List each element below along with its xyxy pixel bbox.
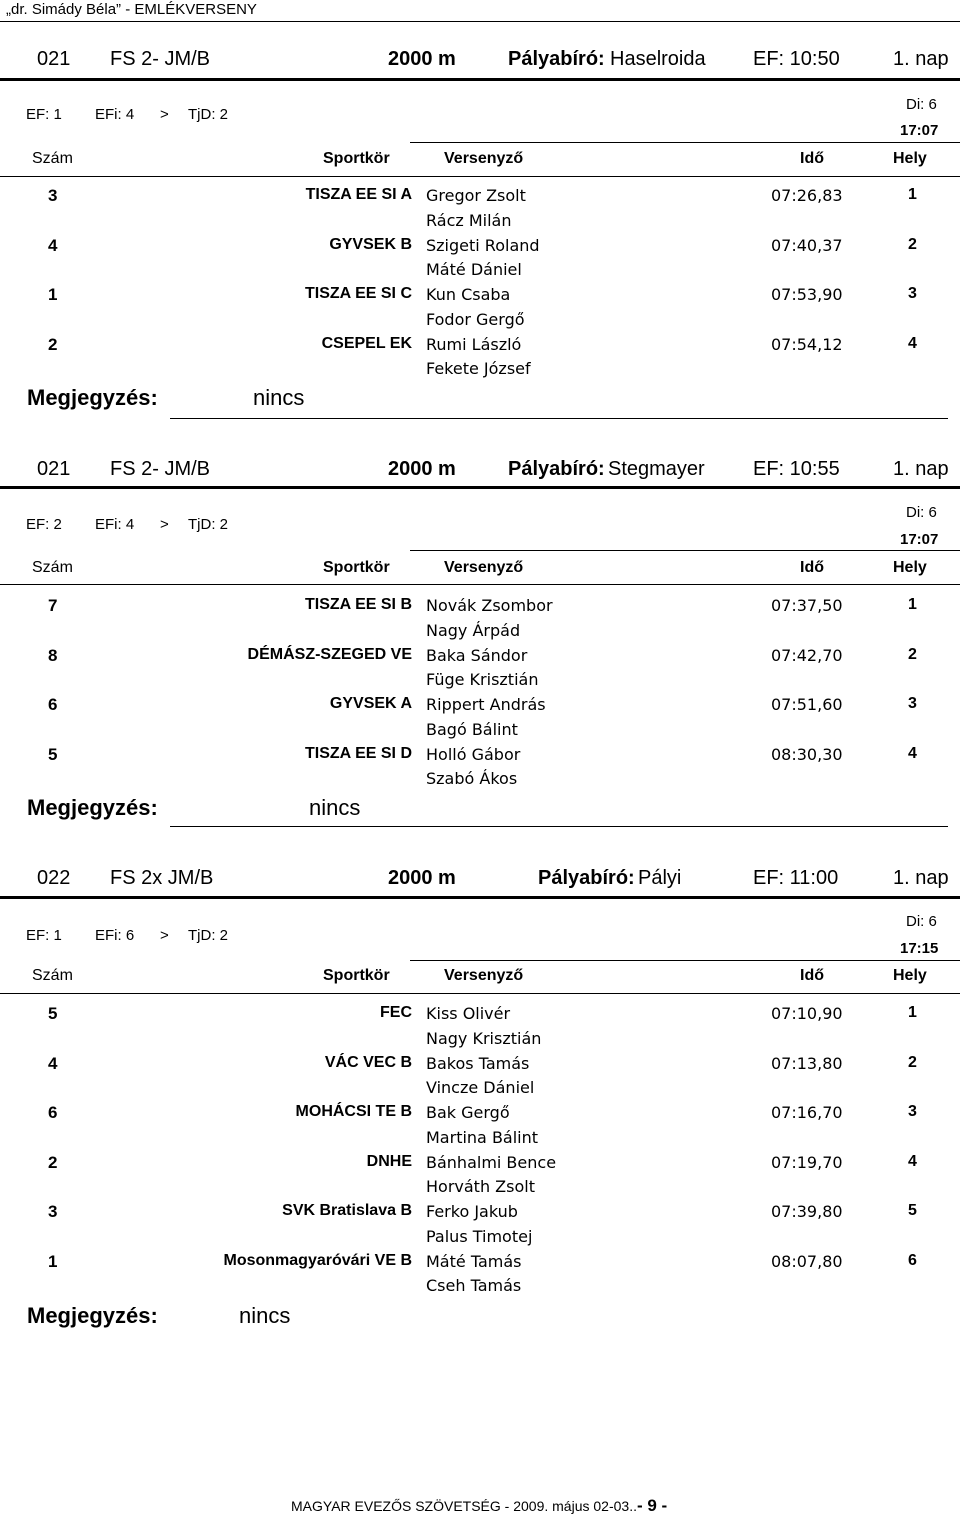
row-club: TISZA EE SI A (305, 186, 412, 203)
footer-page-number: - 9 - (636, 1496, 668, 1515)
row-place: 3 (908, 695, 917, 712)
race-number: 021 (37, 48, 71, 70)
row-lane-number: 1 (48, 1251, 58, 1271)
row-club: DÉMÁSZ-SZEGED VE (247, 645, 412, 663)
note-label: Megjegyzés: (27, 385, 158, 410)
referee-label: Pályabíró: (508, 458, 605, 480)
row-time: 07:53,90 (771, 285, 843, 304)
row-time: 07:51,60 (771, 695, 843, 714)
row-rower-name: Rácz Milán (426, 210, 512, 230)
col-club: Sportkör (323, 150, 390, 167)
race-event: FS 2x JM/B (110, 867, 214, 889)
col-number: Szám (32, 967, 73, 984)
race-number: 021 (37, 458, 71, 480)
row-place: 5 (908, 1202, 917, 1219)
heat-ef: EF: 2 (26, 516, 62, 533)
row-place: 1 (908, 186, 917, 203)
col-time: Idő (800, 967, 824, 984)
referee-label: Pályabíró: (508, 48, 605, 70)
row-place: 3 (908, 1103, 917, 1120)
row-rower-name: Bánhalmi Bence (426, 1152, 557, 1172)
heat-arrow: > (160, 927, 169, 944)
race-distance: 2000 m (388, 867, 456, 889)
row-rower-name: Palus Timotej (426, 1226, 533, 1246)
row-place: 4 (908, 334, 917, 352)
row-club: Mosonmagyaróvári VE B (223, 1251, 412, 1269)
row-rower-name: Horváth Zsolt (426, 1177, 535, 1196)
race-event: FS 2- JM/B (110, 48, 211, 70)
row-rower-name: Kiss Olivér (426, 1004, 511, 1023)
heat-arrow: > (160, 516, 169, 533)
header-rule (0, 896, 960, 899)
col-place: Hely (893, 150, 927, 167)
row-rower-name: Bak Gergő (426, 1103, 510, 1122)
heat-di: Di: 6 (906, 913, 937, 930)
row-club: VÁC VEC B (324, 1053, 412, 1071)
column-rule (0, 176, 960, 177)
heat-di: Di: 6 (906, 504, 937, 521)
referee-label: Pályabíró: (538, 867, 635, 889)
row-time: 07:54,12 (771, 334, 843, 354)
col-club: Sportkör (323, 967, 390, 984)
row-lane-number: 4 (48, 235, 58, 255)
heat-efi: EFi: 4 (95, 516, 135, 533)
row-time: 07:16,70 (771, 1103, 843, 1122)
row-lane-number: 4 (48, 1053, 58, 1073)
col-time: Idő (800, 150, 824, 167)
row-lane-number: 7 (48, 596, 58, 615)
heat-ef: EF: 1 (26, 106, 62, 123)
row-time: 07:39,80 (771, 1202, 843, 1221)
referee-name: Stegmayer (608, 458, 705, 480)
row-club: SVK Bratislava B (282, 1202, 412, 1219)
column-rule (0, 584, 960, 585)
row-rower-name: Ferko Jakub (426, 1202, 518, 1221)
row-place: 3 (908, 285, 917, 302)
note-value: nincs (239, 1303, 291, 1328)
row-club: MOHÁCSI TE B (295, 1103, 412, 1120)
row-rower-name: Bagó Bálint (426, 719, 518, 739)
race-day: 1. nap (893, 867, 949, 889)
row-rower-name: Nagy Krisztián (426, 1028, 542, 1048)
header-rule (0, 486, 960, 489)
row-rower-name: Kun Csaba (426, 285, 511, 304)
row-club: TISZA EE SI D (305, 744, 412, 762)
heat-di-time: 17:07 (900, 531, 939, 548)
col-place: Hely (893, 967, 927, 984)
race-start-time: EF: 10:50 (753, 48, 840, 70)
note-label: Megjegyzés: (27, 1303, 158, 1328)
race-number: 022 (37, 867, 71, 889)
footer-text: MAGYAR EVEZŐS SZÖVETSÉG - 2009. május 02-03.. (291, 1498, 637, 1514)
row-lane-number: 3 (48, 186, 58, 205)
row-lane-number: 2 (48, 334, 58, 354)
referee-name: Haselroida (610, 48, 706, 70)
race-start-time: EF: 11:00 (753, 867, 839, 889)
row-time: 07:13,80 (771, 1053, 843, 1073)
referee-name: Pályi (638, 867, 682, 889)
heat-di-time: 17:07 (900, 122, 939, 139)
row-time: 07:19,70 (771, 1152, 843, 1172)
row-club: GYVSEK A (329, 695, 412, 712)
row-place: 2 (908, 235, 917, 253)
subheader-rule (410, 550, 960, 551)
row-time: 07:40,37 (771, 235, 843, 255)
row-rower-name: Baka Sándor (426, 645, 528, 665)
row-rower-name: Rumi László (426, 334, 522, 354)
row-rower-name: Szabó Ákos (426, 769, 518, 788)
column-rule (0, 993, 960, 994)
row-lane-number: 6 (48, 1103, 58, 1122)
row-time: 08:07,80 (771, 1251, 843, 1271)
row-place: 2 (908, 645, 917, 663)
row-lane-number: 5 (48, 744, 58, 764)
row-lane-number: 3 (48, 1202, 58, 1221)
page-footer (291, 1496, 667, 1516)
col-rower: Versenyző (444, 559, 524, 576)
col-time: Idő (800, 559, 824, 576)
row-time: 08:30,30 (771, 744, 843, 764)
row-time: 07:10,90 (771, 1004, 843, 1023)
row-place: 1 (908, 596, 917, 613)
race-distance: 2000 m (388, 458, 456, 480)
row-club: GYVSEK B (329, 235, 412, 253)
race-event: FS 2- JM/B (110, 458, 211, 480)
col-rower: Versenyző (444, 150, 524, 167)
row-rower-name: Máté Dániel (426, 260, 522, 279)
heat-efi: EFi: 6 (95, 927, 135, 944)
row-place: 2 (908, 1053, 917, 1071)
row-time: 07:37,50 (771, 596, 843, 615)
row-rower-name: Martina Bálint (426, 1127, 539, 1147)
page-header-title: „dr. Simády Béla” - EMLÉKVERSENY (6, 1, 257, 18)
row-rower-name: Bakos Tamás (426, 1053, 530, 1073)
row-place: 4 (908, 744, 917, 762)
heat-tjd: TjD: 2 (188, 516, 229, 533)
row-rower-name: Novák Zsombor (426, 596, 553, 615)
heat-ef: EF: 1 (26, 927, 62, 944)
race-distance: 2000 m (388, 48, 456, 70)
row-club: CSEPEL EK (321, 334, 412, 352)
row-rower-name: Gregor Zsolt (426, 186, 526, 205)
race-day: 1. nap (893, 48, 949, 70)
col-number: Szám (32, 150, 73, 167)
row-rower-name: Fekete József (426, 359, 531, 378)
row-club: TISZA EE SI B (305, 596, 412, 613)
note-rule (170, 418, 948, 419)
col-club: Sportkör (323, 559, 390, 576)
row-club: FEC (380, 1004, 412, 1021)
note-value: nincs (309, 795, 361, 820)
row-lane-number: 1 (48, 285, 58, 304)
col-rower: Versenyző (444, 967, 524, 984)
row-club: TISZA EE SI C (305, 285, 412, 302)
row-rower-name: Szigeti Roland (426, 235, 540, 255)
note-value: nincs (253, 385, 305, 410)
heat-di-time: 17:15 (900, 940, 939, 957)
row-rower-name: Vincze Dániel (426, 1078, 535, 1097)
row-place: 1 (908, 1004, 917, 1021)
header-rule (0, 78, 960, 81)
row-place: 4 (908, 1152, 917, 1170)
heat-di: Di: 6 (906, 96, 937, 113)
race-start-time: EF: 10:55 (753, 458, 840, 480)
row-rower-name: Nagy Árpád (426, 620, 521, 640)
row-rower-name: Rippert András (426, 695, 546, 714)
heat-efi: EFi: 4 (95, 106, 135, 123)
row-time: 07:42,70 (771, 645, 843, 665)
subheader-rule (410, 142, 960, 143)
row-club: DNHE (366, 1152, 412, 1170)
subheader-rule (410, 960, 960, 961)
row-place: 6 (908, 1251, 917, 1269)
row-rower-name: Máté Tamás (426, 1251, 522, 1271)
heat-tjd: TjD: 2 (188, 106, 229, 123)
row-rower-name: Holló Gábor (426, 744, 521, 764)
row-lane-number: 8 (48, 645, 58, 665)
row-lane-number: 5 (48, 1004, 58, 1023)
row-time: 07:26,83 (771, 186, 843, 205)
row-rower-name: Füge Krisztián (426, 670, 539, 689)
heat-arrow: > (160, 106, 169, 123)
heat-tjd: TjD: 2 (188, 927, 229, 944)
row-lane-number: 6 (48, 695, 58, 714)
col-number: Szám (32, 559, 73, 576)
row-lane-number: 2 (48, 1152, 58, 1172)
row-rower-name: Fodor Gergő (426, 309, 525, 329)
row-rower-name: Cseh Tamás (426, 1276, 522, 1295)
note-label: Megjegyzés: (27, 795, 158, 820)
race-day: 1. nap (893, 458, 949, 480)
page-header (0, 0, 960, 22)
col-place: Hely (893, 559, 927, 576)
note-rule (170, 826, 948, 827)
